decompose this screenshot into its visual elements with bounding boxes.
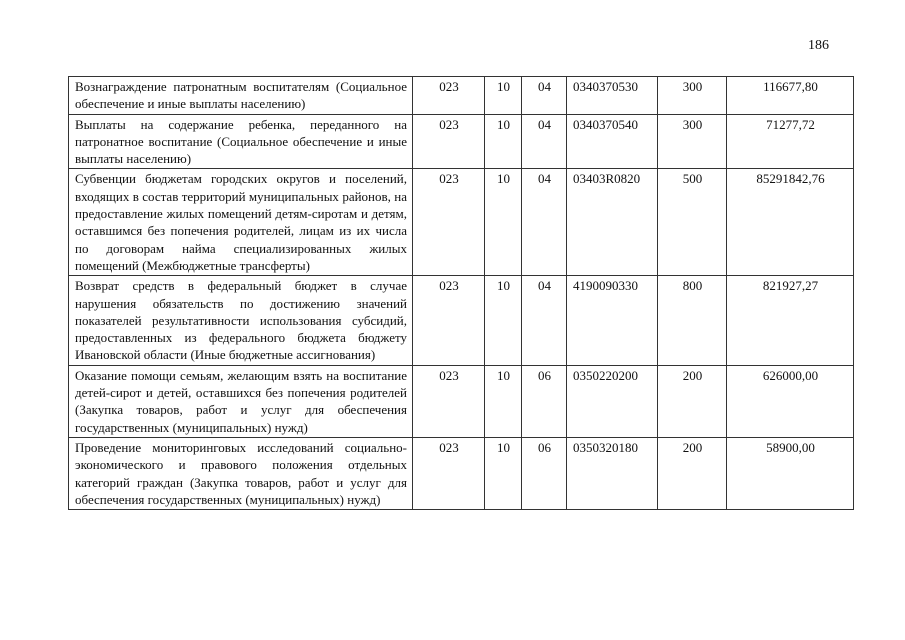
cell-subsection-code: 06 <box>522 437 567 509</box>
cell-section-code: 10 <box>485 365 522 437</box>
cell-section-code: 10 <box>485 169 522 276</box>
table-row <box>69 276 854 365</box>
cell-description: Оказание помощи семьям, желающим взять на воспитание детей-сирот и детей, оставшихся без попечения родителей (Закупка товаров, работ и услуг для обеспечения государственных (муниципальных) нужд) <box>69 365 413 437</box>
table-body <box>69 77 854 510</box>
cell-expense-type: 500 <box>658 169 727 276</box>
page-number: 186 <box>808 38 829 53</box>
cell-description: Проведение мониторинговых исследований социально-экономического и правового положения отдельных категорий граждан (Закупка товаров, работ и услуг для обеспечения государственных (муниципальных) нужд) <box>69 437 413 509</box>
cell-target-article: 4190090330 <box>567 276 658 365</box>
table-row <box>69 169 854 276</box>
cell-subsection-code: 04 <box>522 169 567 276</box>
cell-ministry-code: 023 <box>413 276 485 365</box>
cell-expense-type: 300 <box>658 77 727 115</box>
cell-amount: 58900,00 <box>727 437 854 509</box>
cell-amount: 626000,00 <box>727 365 854 437</box>
table-row <box>69 77 854 115</box>
cell-subsection-code: 04 <box>522 77 567 115</box>
table-row <box>69 114 854 169</box>
cell-subsection-code: 04 <box>522 276 567 365</box>
cell-section-code: 10 <box>485 437 522 509</box>
cell-description: Субвенции бюджетам городских округов и поселений, входящих в состав территорий муниципальных районов, на предоставление жилых помещений детям-сиротам и детям, оставшимся без попечения родителей, лицам из их числа по договорам найма специализированных жилых помещений (Межбюджетные трансферты) <box>69 169 413 276</box>
cell-expense-type: 300 <box>658 114 727 169</box>
budget-table <box>68 76 854 510</box>
cell-description: Выплаты на содержание ребенка, переданного на патронатное воспитание (Социальное обеспечение и иные выплаты населению) <box>69 114 413 169</box>
cell-description: Вознаграждение патронатным воспитателям (Социальное обеспечение и иные выплаты населению) <box>69 77 413 115</box>
cell-section-code: 10 <box>485 77 522 115</box>
cell-ministry-code: 023 <box>413 114 485 169</box>
cell-target-article: 0350320180 <box>567 437 658 509</box>
cell-amount: 116677,80 <box>727 77 854 115</box>
cell-ministry-code: 023 <box>413 437 485 509</box>
cell-target-article: 0350220200 <box>567 365 658 437</box>
cell-ministry-code: 023 <box>413 365 485 437</box>
cell-amount: 821927,27 <box>727 276 854 365</box>
table-row <box>69 365 854 437</box>
cell-expense-type: 200 <box>658 437 727 509</box>
cell-amount: 71277,72 <box>727 114 854 169</box>
cell-subsection-code: 06 <box>522 365 567 437</box>
cell-section-code: 10 <box>485 276 522 365</box>
cell-ministry-code: 023 <box>413 77 485 115</box>
table-row <box>69 437 854 509</box>
cell-ministry-code: 023 <box>413 169 485 276</box>
cell-expense-type: 800 <box>658 276 727 365</box>
cell-target-article: 0340370530 <box>567 77 658 115</box>
cell-description: Возврат средств в федеральный бюджет в случае нарушения обязательств по достижению значений показателей результативности использования субсидий, предоставленных из федерального бюджета бюджету Ивановской области (Иные бюджетные ассигнования) <box>69 276 413 365</box>
cell-subsection-code: 04 <box>522 114 567 169</box>
cell-amount: 85291842,76 <box>727 169 854 276</box>
cell-target-article: 03403R0820 <box>567 169 658 276</box>
cell-expense-type: 200 <box>658 365 727 437</box>
cell-section-code: 10 <box>485 114 522 169</box>
cell-target-article: 0340370540 <box>567 114 658 169</box>
